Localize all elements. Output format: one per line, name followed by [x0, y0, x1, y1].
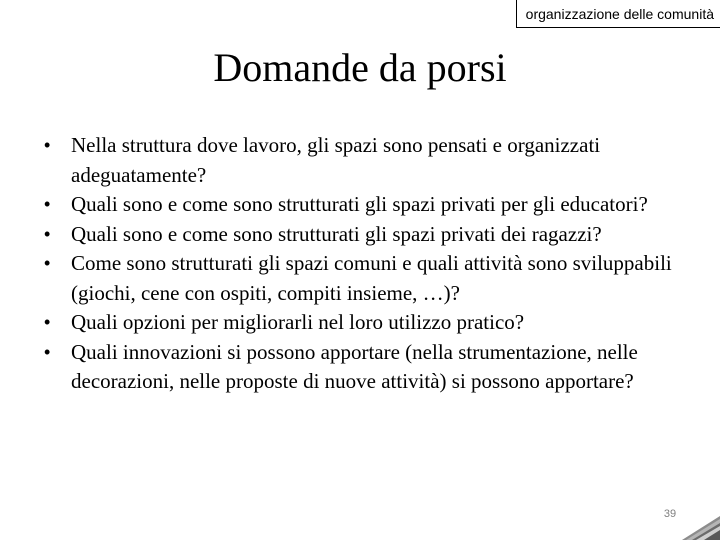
bullet-item: [40, 131, 690, 190]
bullet-text: Quali opzioni per migliorarli nel loro utilizzo pratico?: [71, 310, 525, 334]
bullet-text: Nella struttura dove lavoro, gli spazi sono pensati e organizzati adeguatamente?: [71, 133, 601, 187]
bullet-dot: •: [44, 194, 51, 214]
nav-corner-graphic: [682, 516, 720, 540]
bullet-dot: •: [44, 223, 51, 244]
bullet-text: Quali sono e come sono strutturati gli spazi privati per gli educatori?: [71, 192, 648, 216]
bullet-dot: •: [44, 253, 51, 273]
bullet-item: [40, 338, 690, 397]
bullet-text: Quali sono e come sono strutturati gli spazi privati dei ragazzi?: [71, 221, 602, 246]
slide-title: Domande da porsi: [213, 45, 507, 90]
page-number: 39: [663, 508, 677, 520]
bullet-dot: •: [44, 135, 51, 155]
bullet-item: [40, 220, 690, 250]
bullet-item: [40, 249, 690, 308]
topic-label: organizzazione delle comunità: [516, 0, 720, 28]
bullet-text: Quali innovazioni si possono apportare (nella strumentazione, nelle decorazioni, nelle proposte di nuove attività) si possono apportare?: [71, 339, 638, 393]
bullet-dot: •: [44, 341, 51, 362]
bullet-list: [40, 131, 690, 397]
bullet-item: [40, 190, 690, 220]
bullet-dot: •: [44, 312, 51, 332]
bullet-item: [40, 308, 690, 338]
slide-navigation-icon[interactable]: [682, 516, 720, 540]
bullet-text: Come sono strutturati gli spazi comuni e quali attività sono sviluppabili (giochi, cene con ospiti, compiti insieme, …)?: [71, 251, 672, 305]
